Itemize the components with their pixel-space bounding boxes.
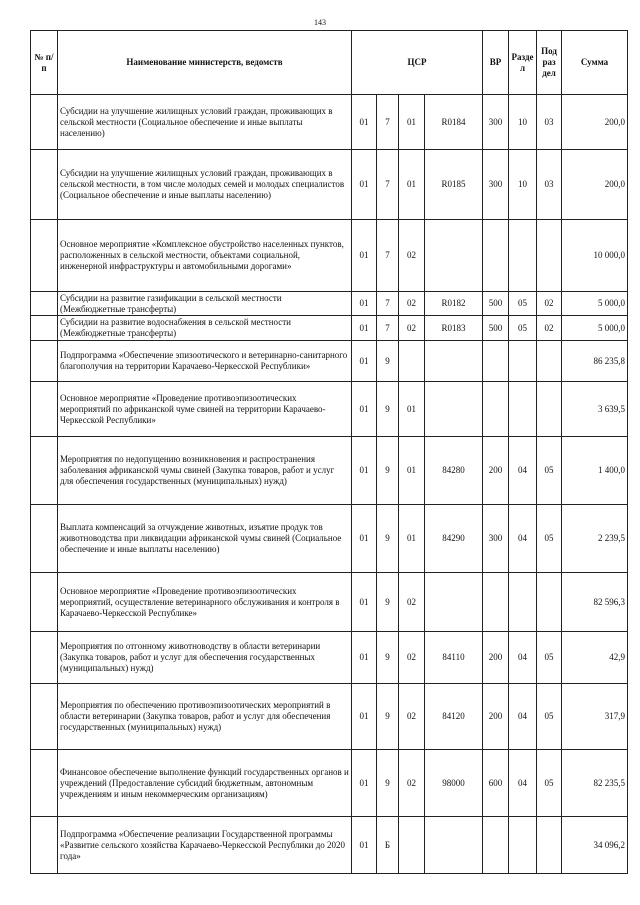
row-razdel: 04 bbox=[509, 632, 537, 684]
row-name: Субсидии на развитие газификации в сельской местности (Межбюджетные трансферты) bbox=[58, 292, 352, 316]
row-csr-program: 01 bbox=[352, 316, 377, 341]
row-summa: 82 235,5 bbox=[562, 750, 628, 817]
row-summa: 34 096,2 bbox=[562, 817, 628, 874]
table-row bbox=[31, 341, 628, 382]
row-vr bbox=[483, 220, 509, 292]
row-podrazdel bbox=[537, 817, 562, 874]
row-razdel: 10 bbox=[509, 150, 537, 220]
row-razdel bbox=[509, 817, 537, 874]
row-podrazdel bbox=[537, 573, 562, 632]
row-csr-program: 01 bbox=[352, 382, 377, 437]
row-vr: 300 bbox=[483, 150, 509, 220]
header-podrazdel: Под раз дел bbox=[537, 31, 562, 95]
row-name: Мероприятия по недопущению возникновения и распространения заболевания африканской чумы свиней (Закупка товаров, работ и услуг для обеспечения государственных (муниципальных) нужд) bbox=[58, 437, 352, 505]
row-name: Мероприятия по обеспечению противоэпизоотических мероприятий в области ветеринарии (Закупка товаров, работ и услуг для обеспечения государственных (муниципальных) нужд) bbox=[58, 684, 352, 750]
row-num bbox=[31, 632, 58, 684]
header-razdel: Разде л bbox=[509, 31, 537, 95]
row-summa: 82 596,3 bbox=[562, 573, 628, 632]
row-csr-event: 02 bbox=[399, 684, 425, 750]
row-razdel: 04 bbox=[509, 505, 537, 573]
row-podrazdel: 05 bbox=[537, 750, 562, 817]
row-csr-event bbox=[399, 341, 425, 382]
row-razdel bbox=[509, 382, 537, 437]
row-csr-subprogram: 7 bbox=[377, 220, 399, 292]
row-csr-program: 01 bbox=[352, 95, 377, 150]
row-csr-event: 01 bbox=[399, 382, 425, 437]
row-csr-event: 02 bbox=[399, 750, 425, 817]
row-num bbox=[31, 382, 58, 437]
row-name: Основное мероприятие «Комплексное обустройство населенных пунктов, расположенных в сельской местности, объектами социальной, инженерной инфраструктуры и автомобильными дорогами» bbox=[58, 220, 352, 292]
row-csr-event bbox=[399, 817, 425, 874]
row-csr-event: 01 bbox=[399, 437, 425, 505]
row-num bbox=[31, 95, 58, 150]
table-row bbox=[31, 684, 628, 750]
row-name: Подпрограмма «Обеспечение реализации Государственной программы «Развитие сельского хозяйства Карачаево-Черкесской Республики до 2020 года» bbox=[58, 817, 352, 874]
row-razdel: 10 bbox=[509, 95, 537, 150]
table-row bbox=[31, 750, 628, 817]
row-name: Субсидии на улучшение жилищных условий граждан, проживающих в сельской местности (Социальное обеспечение и иные выплаты населению) bbox=[58, 95, 352, 150]
row-csr-direction: R0184 bbox=[425, 95, 483, 150]
row-csr-subprogram: 7 bbox=[377, 150, 399, 220]
row-csr-program: 01 bbox=[352, 150, 377, 220]
row-name: Основное мероприятие «Проведение противоэпизоотических мероприятий, осуществление ветеринарного обслуживания и контроля в Карачаево-Черкесской Республике» bbox=[58, 573, 352, 632]
header-summa: Сумма bbox=[562, 31, 628, 95]
row-num bbox=[31, 817, 58, 874]
row-summa: 5 000,0 bbox=[562, 292, 628, 316]
row-csr-direction: 84290 bbox=[425, 505, 483, 573]
row-podrazdel: 05 bbox=[537, 632, 562, 684]
table-row bbox=[31, 150, 628, 220]
row-csr-program: 01 bbox=[352, 632, 377, 684]
header-name: Наименование министерств, ведомств bbox=[58, 31, 352, 95]
row-num bbox=[31, 573, 58, 632]
row-podrazdel bbox=[537, 341, 562, 382]
row-name: Основное мероприятие «Проведение противоэпизоотических мероприятий по африканской чуме свиней на территории Карачаево-Черкесской Республики» bbox=[58, 382, 352, 437]
row-num bbox=[31, 341, 58, 382]
row-summa: 3 639,5 bbox=[562, 382, 628, 437]
row-vr bbox=[483, 817, 509, 874]
row-csr-program: 01 bbox=[352, 505, 377, 573]
row-csr-direction bbox=[425, 341, 483, 382]
row-num bbox=[31, 316, 58, 341]
row-csr-subprogram: 9 bbox=[377, 341, 399, 382]
row-csr-program: 01 bbox=[352, 220, 377, 292]
row-name: Субсидии на улучшение жилищных условий граждан, проживающих в сельской местности, в том числе молодых семей и молодых специалистов (Социальное обеспечение и иные выплаты населению) bbox=[58, 150, 352, 220]
row-csr-subprogram: Б bbox=[377, 817, 399, 874]
row-vr bbox=[483, 341, 509, 382]
row-csr-direction: 98000 bbox=[425, 750, 483, 817]
row-summa: 10 000,0 bbox=[562, 220, 628, 292]
table-row bbox=[31, 95, 628, 150]
header-vr: ВР bbox=[483, 31, 509, 95]
table-row bbox=[31, 632, 628, 684]
row-csr-event: 02 bbox=[399, 632, 425, 684]
header-num: № п/п bbox=[31, 31, 58, 95]
row-vr: 500 bbox=[483, 316, 509, 341]
table-row bbox=[31, 316, 628, 341]
row-csr-subprogram: 9 bbox=[377, 573, 399, 632]
row-csr-event: 02 bbox=[399, 316, 425, 341]
row-razdel: 04 bbox=[509, 684, 537, 750]
row-vr: 200 bbox=[483, 684, 509, 750]
row-csr-program: 01 bbox=[352, 750, 377, 817]
row-num bbox=[31, 220, 58, 292]
row-num bbox=[31, 437, 58, 505]
row-razdel bbox=[509, 573, 537, 632]
row-csr-program: 01 bbox=[352, 437, 377, 505]
row-name: Субсидии на развитие водоснабжения в сельской местности (Межбюджетные трансферты) bbox=[58, 316, 352, 341]
row-podrazdel bbox=[537, 382, 562, 437]
row-csr-direction: 84110 bbox=[425, 632, 483, 684]
row-csr-subprogram: 7 bbox=[377, 292, 399, 316]
row-summa: 5 000,0 bbox=[562, 316, 628, 341]
row-vr: 300 bbox=[483, 505, 509, 573]
row-csr-direction: R0183 bbox=[425, 316, 483, 341]
row-csr-event: 02 bbox=[399, 573, 425, 632]
budget-table bbox=[30, 30, 628, 874]
row-num bbox=[31, 150, 58, 220]
row-name: Подпрограмма «Обеспечение эпизоотического и ветеринарно-санитарного благополучия на территории Карачаево-Черкесской Республики» bbox=[58, 341, 352, 382]
row-vr: 500 bbox=[483, 292, 509, 316]
row-csr-direction bbox=[425, 382, 483, 437]
row-csr-subprogram: 9 bbox=[377, 750, 399, 817]
row-podrazdel: 05 bbox=[537, 505, 562, 573]
row-vr bbox=[483, 382, 509, 437]
row-name: Финансовое обеспечение выполнение функций государственных органов и учреждений (Предоставление субсидий бюджетным, автономным учреждениям и иным некоммерческим организациям) bbox=[58, 750, 352, 817]
table-row bbox=[31, 382, 628, 437]
row-summa: 42,9 bbox=[562, 632, 628, 684]
row-razdel: 05 bbox=[509, 316, 537, 341]
row-csr-subprogram: 7 bbox=[377, 316, 399, 341]
row-csr-direction bbox=[425, 817, 483, 874]
row-csr-program: 01 bbox=[352, 292, 377, 316]
row-summa: 317,9 bbox=[562, 684, 628, 750]
row-csr-event: 02 bbox=[399, 220, 425, 292]
row-csr-subprogram: 9 bbox=[377, 505, 399, 573]
page-number: 143 bbox=[314, 18, 326, 27]
row-summa: 200,0 bbox=[562, 150, 628, 220]
row-csr-program: 01 bbox=[352, 684, 377, 750]
row-csr-subprogram: 9 bbox=[377, 437, 399, 505]
row-csr-direction: R0182 bbox=[425, 292, 483, 316]
row-name: Мероприятия по отгонному животноводству в области ветеринарии (Закупка товаров, работ и услуг для обеспечения государственных (муниципальных) нужд) bbox=[58, 632, 352, 684]
row-csr-direction bbox=[425, 220, 483, 292]
row-summa: 86 235,8 bbox=[562, 341, 628, 382]
row-razdel bbox=[509, 220, 537, 292]
row-vr: 200 bbox=[483, 632, 509, 684]
row-csr-direction: R0185 bbox=[425, 150, 483, 220]
row-podrazdel: 03 bbox=[537, 95, 562, 150]
row-csr-subprogram: 9 bbox=[377, 632, 399, 684]
table-row bbox=[31, 817, 628, 874]
row-csr-event: 01 bbox=[399, 150, 425, 220]
row-summa: 2 239,5 bbox=[562, 505, 628, 573]
row-razdel bbox=[509, 341, 537, 382]
row-csr-direction: 84120 bbox=[425, 684, 483, 750]
row-podrazdel: 05 bbox=[537, 684, 562, 750]
row-csr-direction bbox=[425, 573, 483, 632]
row-razdel: 04 bbox=[509, 750, 537, 817]
table-row bbox=[31, 292, 628, 316]
table-row bbox=[31, 437, 628, 505]
row-podrazdel: 03 bbox=[537, 150, 562, 220]
row-vr: 300 bbox=[483, 95, 509, 150]
row-csr-subprogram: 9 bbox=[377, 382, 399, 437]
row-num bbox=[31, 292, 58, 316]
row-vr bbox=[483, 573, 509, 632]
row-razdel: 04 bbox=[509, 437, 537, 505]
row-csr-program: 01 bbox=[352, 817, 377, 874]
table-row bbox=[31, 220, 628, 292]
row-podrazdel bbox=[537, 220, 562, 292]
row-csr-program: 01 bbox=[352, 341, 377, 382]
row-razdel: 05 bbox=[509, 292, 537, 316]
row-num bbox=[31, 684, 58, 750]
row-csr-subprogram: 7 bbox=[377, 95, 399, 150]
row-podrazdel: 05 bbox=[537, 437, 562, 505]
row-name: Выплата компенсаций за отчуждение животных, изъятие продук тов животноводства при ликвидации африканской чумы свиней (Социальное обеспечение и иные выплаты населению) bbox=[58, 505, 352, 573]
header-csr: ЦСР bbox=[352, 31, 483, 95]
row-summa: 1 400,0 bbox=[562, 437, 628, 505]
row-summa: 200,0 bbox=[562, 95, 628, 150]
row-csr-direction: 84280 bbox=[425, 437, 483, 505]
row-vr: 600 bbox=[483, 750, 509, 817]
table-row bbox=[31, 505, 628, 573]
row-num bbox=[31, 505, 58, 573]
row-csr-event: 01 bbox=[399, 505, 425, 573]
row-podrazdel: 02 bbox=[537, 292, 562, 316]
row-podrazdel: 02 bbox=[537, 316, 562, 341]
row-num bbox=[31, 750, 58, 817]
row-vr: 200 bbox=[483, 437, 509, 505]
table-row bbox=[31, 573, 628, 632]
row-csr-program: 01 bbox=[352, 573, 377, 632]
row-csr-event: 01 bbox=[399, 95, 425, 150]
row-csr-event: 02 bbox=[399, 292, 425, 316]
row-csr-subprogram: 9 bbox=[377, 684, 399, 750]
